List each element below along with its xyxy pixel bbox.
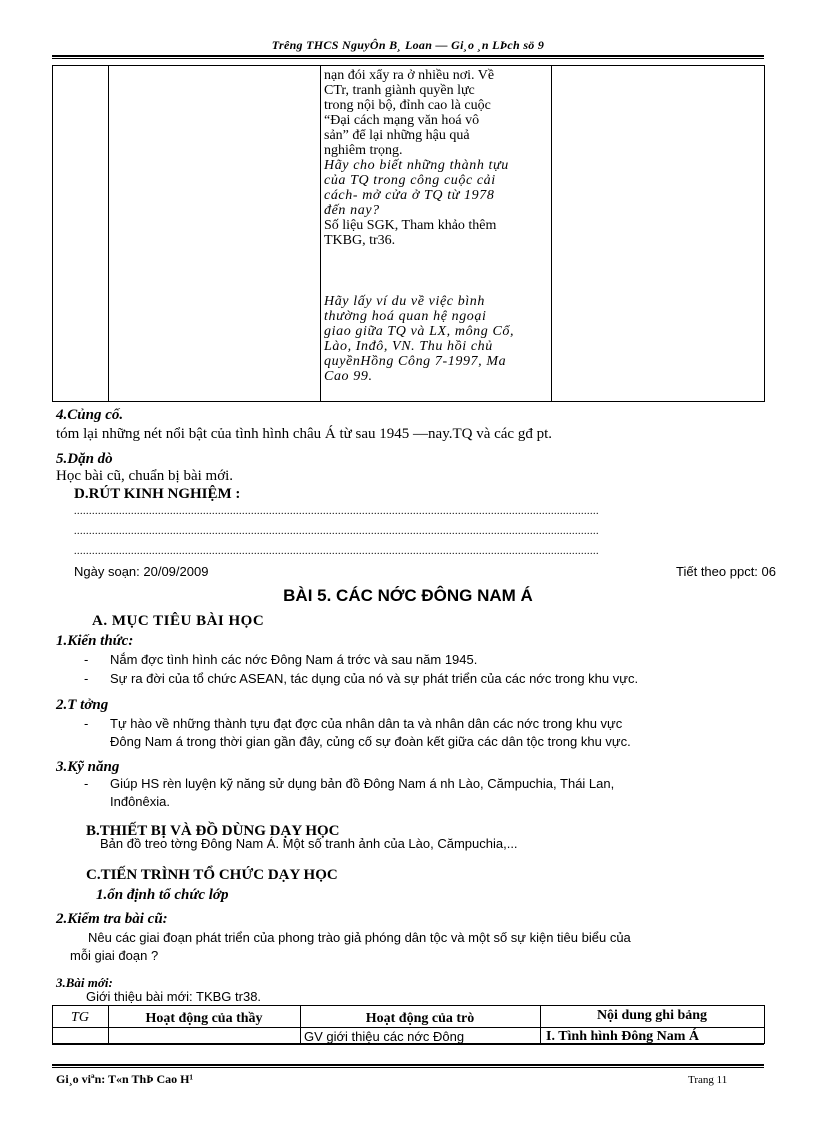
list-item-continuation: Inđônêxia. [110,794,170,809]
section-d-heading: D.RÚT KINH NGHIỆM : [74,486,241,502]
table-cell-line: “Đại cách mạng văn hoá vô [324,113,480,128]
header-rule-thin [52,58,764,59]
table-border-top [52,1005,764,1006]
list-item: - Tự hào về những thành tựu đạt đợc của nhân dân ta và nhân dân các nớc trong khu vực [84,716,623,731]
list-item-continuation: Đông Nam á trong thời gian gần đây, củng cố sự đoàn kết giữa các dân tộc trong khu vực. [110,734,631,749]
notes-line: ............................................................................................................................................................................... [74,526,599,537]
question-line: của TQ trong công cuộc cải [324,173,496,188]
table-border-top [52,65,764,66]
step-3-intro: Giới thiệu bài mới: TKBG tr38. [86,989,262,1004]
footer-rule [52,1064,764,1066]
table-border-bottom [52,401,764,402]
list-item-text: Sự ra đời của tổ chức ASEAN, tác dụng của nó và sự phát triển của các nớc trong khu vực. [110,671,639,686]
table-header-teacher: Hoạt động của thầy [145,1011,263,1026]
table-cell-activity [324,68,547,384]
table-header-tg: TG [71,1010,89,1025]
table-col-divider [108,65,109,402]
section-a-heading: A. MỤC TIÊU BÀI HỌC [92,613,265,629]
footer-teacher: Gi¸o viªn: T«n ThÞ Cao H¹ [56,1072,194,1086]
section-4-heading: 4.Củng cố. [56,407,124,423]
table-header-content: Nội dung ghi bảng [596,1008,708,1023]
list-item: - Giúp HS rèn luyện kỹ năng sử dụng bản đồ Đông Nam á nh Lào, Cămpuchia, Thái Lan, [84,776,615,791]
knowledge-heading: 1.Kiến thức: [56,633,134,649]
section-b-heading: B.THIẾT BỊ VÀ ĐỒ DÙNG DẠY HỌC [86,823,340,839]
question-line: thường hoá quan hệ ngoại [324,309,487,324]
notes-line: ............................................................................................................................................................................... [74,506,599,517]
table-cell-line: nghiêm trọng. [324,143,403,158]
table-col-divider [551,65,552,402]
prep-date: Ngày soạn: 20/09/2009 [74,564,209,579]
table-cell-line: CTr, tranh giành quyền lực [324,83,475,98]
table-header-divider [52,1027,764,1028]
reference-line: Số liệu SGK, Tham khảo thêm [324,218,497,233]
list-item-text: Nắm đợc tình hình các nớc Đông Nam á trớc và sau năm 1945. [110,652,478,667]
step-3-heading: 3.Bài mới: [56,975,113,990]
table-border-right [764,65,765,402]
skill-heading: 3.Kỹ năng [56,759,120,775]
section-b-text: Bản đồ treo tờng Đông Nam Á. Một số tranh ảnh của Lào, Cămpuchia,... [100,836,518,851]
question-line: Hãy cho biết những thành tựu [324,158,509,173]
header-rule [52,55,764,57]
footer-rule-thin [52,1067,764,1068]
step-2-text: Nêu các giai đoạn phát triển của phong trào giả phóng dân tộc và một số sự kiện tiêu biểu của [88,930,631,945]
step-1-heading: 1.ổn định tổ chức lớp [96,887,229,903]
list-item-text: Giúp HS rèn luyện kỹ năng sử dụng bản đồ Đông Nam á nh Lào, Cămpuchia, Thái Lan, [110,776,615,791]
table-header-student: Hoạt động của trò [365,1011,475,1026]
section-5-heading: 5.Dặn dò [56,451,113,467]
period-number: Tiết theo ppct: 06 [676,564,776,579]
question-line: giao giữa TQ và LX, mông Cổ, [324,324,515,339]
reference-line: TKBG, tr36. [324,233,396,248]
list-item: - Sự ra đời của tổ chức ASEAN, tác dụng của nó và sự phát triển của các nớc trong khu vực. [84,671,639,686]
question-line: quyềnHồng Công 7-1997, Ma [324,354,507,369]
section-c-heading: C.TIẾN TRÌNH TỔ CHỨC DẠY HỌC [86,867,338,883]
question-line: Cao 99. [324,369,373,384]
question-line: đến nay? [324,203,380,218]
notes-line: ............................................................................................................................................................................... [74,546,599,557]
table-border-right [764,1005,765,1044]
thought-heading: 2.T tởng [56,697,109,713]
table-cell: I. Tình hình Đông Nam Á [546,1029,700,1044]
table-cell-line: trong nội bộ, đỉnh cao là cuộc [324,98,491,113]
list-item: - Nắm đợc tình hình các nớc Đông Nam á trớc và sau năm 1945. [84,652,478,667]
table-cell-line: nạn đói xẩy ra ở nhiều nơi. Về [324,68,495,83]
lesson-title: BÀI 5. CÁC NỚC ĐÔNG NAM Á [283,586,533,605]
table-cell-line: sản” để lại những hậu quả [324,128,470,143]
page-header: Trêng THCS NguyÔn B¸ Loan — Gi¸o ¸n LÞch sö 9 [271,38,545,52]
table-col-divider [320,65,321,402]
step-2-heading: 2.Kiểm tra bài cũ: [56,911,168,927]
list-item-text: Tự hào về những thành tựu đạt đợc của nhân dân ta và nhân dân các nớc trong khu vực [110,716,623,731]
question-line: cách- mở cửa ở TQ từ 1978 [324,188,495,203]
table-border-left [52,65,53,402]
question-line: Lào, Inđô, VN. Thu hồi chủ [324,339,493,354]
question-line: Hãy lấy ví du về việc bình [324,294,485,309]
footer-page-number: Trang 11 [688,1074,728,1086]
section-4-text: tóm lại những nét nổi bật của tình hình châu Á từ sau 1945 —nay.TQ và các gđ pt. [56,426,553,442]
section-5-text: Học bài cũ, chuẩn bị bài mới. [56,468,234,484]
table-cell: GV giới thiệu các nớc Đông [304,1029,465,1044]
step-2-text: mỗi giai đoạn ? [70,948,159,963]
